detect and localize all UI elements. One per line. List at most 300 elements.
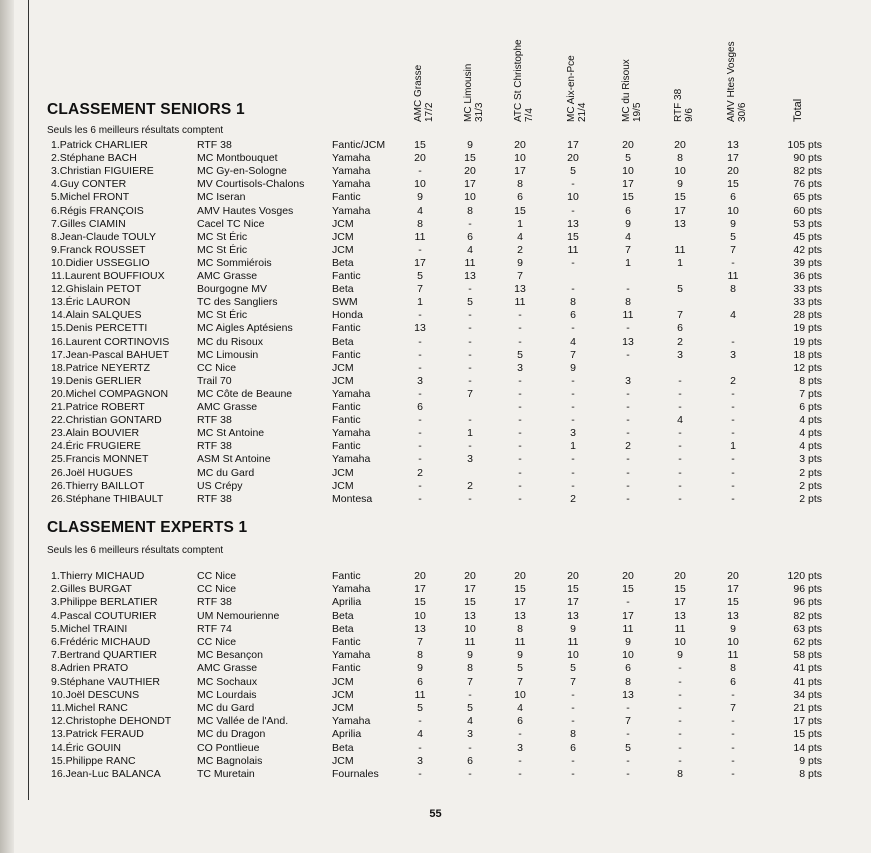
- event-score: 6: [517, 715, 523, 728]
- rider-club: MC Gy-en-Sologne: [197, 165, 287, 178]
- event-score: 9: [417, 662, 423, 675]
- total-points: 18 pts: [793, 348, 822, 361]
- rider-make: Honda: [332, 309, 363, 322]
- rider-make: Yamaha: [332, 204, 371, 217]
- event-score: -: [731, 453, 735, 466]
- rider-club: MC Côte de Beaune: [197, 387, 293, 400]
- rider-name: 8.Adrien PRATO: [51, 662, 129, 675]
- event-score: -: [468, 688, 472, 701]
- total-points: 3 pts: [799, 453, 822, 466]
- event-score: -: [518, 466, 522, 479]
- event-score: 17: [727, 152, 739, 165]
- event-score: -: [518, 414, 522, 427]
- total-points: 8 pts: [799, 374, 822, 387]
- total-points: 53 pts: [793, 217, 822, 230]
- event-score: -: [678, 675, 682, 688]
- event-score: 13: [567, 609, 579, 622]
- event-score: 5: [570, 662, 576, 675]
- event-score: 15: [727, 178, 739, 191]
- total-points: 34 pts: [793, 688, 822, 701]
- event-score: 9: [570, 361, 576, 374]
- event-score: 13: [674, 217, 686, 230]
- event-score: 13: [514, 609, 526, 622]
- event-score: 7: [625, 243, 631, 256]
- rider-club: MV Courtisols-Chalons: [197, 178, 305, 191]
- table-row: [0, 742, 871, 755]
- rider-name: 25.Francis MONNET: [51, 453, 149, 466]
- event-score: -: [731, 335, 735, 348]
- event-score: 8: [677, 768, 683, 780]
- rider-name: 2.Stéphane BACH: [51, 152, 137, 165]
- table-row: [0, 662, 871, 675]
- rider-club: MC Limousin: [197, 348, 259, 361]
- event-score: 20: [567, 570, 579, 582]
- event-score: 17: [622, 178, 634, 191]
- rider-make: Fantic: [332, 270, 361, 282]
- rider-club: CC Nice: [197, 570, 237, 582]
- event-score: -: [731, 715, 735, 728]
- event-score: 7: [730, 243, 736, 256]
- rider-club: MC Iseran: [197, 191, 246, 204]
- rider-make: JCM: [332, 217, 354, 230]
- rider-name: 6.Frédéric MICHAUD: [51, 636, 151, 648]
- rider-club: MC Vallée de l'And.: [197, 715, 289, 728]
- event-score: -: [468, 283, 472, 296]
- event-score: 9: [467, 649, 473, 662]
- event-score: 6: [730, 675, 736, 688]
- total-points: 8 pts: [799, 768, 822, 780]
- event-score: 7: [417, 283, 423, 296]
- event-score: 20: [674, 570, 686, 582]
- event-score: -: [678, 728, 682, 741]
- event-score: -: [468, 322, 472, 335]
- event-score: 15: [414, 139, 426, 151]
- event-score: 4: [625, 230, 631, 243]
- event-score: 8: [467, 662, 473, 675]
- rider-name: 14.Alain SALQUES: [51, 309, 142, 322]
- event-score: -: [626, 322, 630, 335]
- event-score: 13: [414, 322, 426, 335]
- event-score: 20: [622, 139, 634, 151]
- event-score: 6: [677, 322, 683, 335]
- rider-club: MC du Dragon: [197, 728, 266, 741]
- event-score: -: [731, 768, 735, 780]
- event-score: 13: [414, 622, 426, 635]
- event-score: 8: [677, 152, 683, 165]
- rider-club: MC Besançon: [197, 649, 263, 662]
- event-score: 9: [517, 256, 523, 269]
- event-score: 3: [625, 374, 631, 387]
- event-score: -: [468, 217, 472, 230]
- rider-name: 1.Patrick CHARLIER: [51, 139, 148, 151]
- event-score: 17: [727, 583, 739, 596]
- rider-name: 6.Régis FRANÇOIS: [51, 204, 144, 217]
- event-score: -: [468, 414, 472, 427]
- total-points: 82 pts: [793, 165, 822, 178]
- event-score: -: [418, 453, 422, 466]
- total-points: 14 pts: [793, 741, 822, 754]
- event-score: -: [518, 492, 522, 505]
- event-score: 15: [414, 596, 426, 609]
- rider-make: JCM: [332, 374, 354, 387]
- event-score: -: [678, 374, 682, 387]
- event-score: -: [571, 414, 575, 427]
- event-score: 7: [467, 387, 473, 400]
- event-score: -: [731, 256, 735, 269]
- total-points: 9 pts: [799, 754, 822, 767]
- rider-name: 15.Denis PERCETTI: [51, 322, 148, 335]
- event-score: -: [678, 479, 682, 492]
- event-score: 2: [467, 479, 473, 492]
- rider-make: Beta: [332, 741, 354, 754]
- table-row: [0, 336, 871, 349]
- event-score: 20: [727, 570, 739, 582]
- rider-make: Yamaha: [332, 453, 371, 466]
- total-points: 12 pts: [793, 361, 822, 374]
- rider-name: 7.Gilles CIAMIN: [51, 217, 126, 230]
- event-score: 13: [514, 283, 526, 296]
- total-points: 28 pts: [793, 309, 822, 322]
- rider-make: JCM: [332, 754, 354, 767]
- event-score: -: [518, 387, 522, 400]
- event-score: 11: [622, 622, 634, 635]
- rider-name: 10.Joël DESCUNS: [51, 688, 140, 701]
- event-score: 2: [570, 492, 576, 505]
- event-score: -: [418, 243, 422, 256]
- event-score: -: [731, 427, 735, 440]
- event-score: 10: [622, 165, 634, 178]
- event-score: 5: [677, 283, 683, 296]
- rider-club: Cacel TC Nice: [197, 217, 265, 230]
- event-score: -: [418, 479, 422, 492]
- event-score: 10: [464, 191, 476, 204]
- event-score: -: [626, 702, 630, 714]
- event-score: -: [731, 387, 735, 400]
- event-score: -: [468, 741, 472, 754]
- event-score: -: [418, 440, 422, 453]
- event-score: -: [678, 715, 682, 728]
- event-score: -: [468, 768, 472, 780]
- rider-name: 22.Christian GONTARD: [51, 414, 162, 427]
- rider-club: Bourgogne MV: [197, 283, 268, 296]
- event-score: 2: [417, 466, 423, 479]
- rider-make: Yamaha: [332, 427, 371, 440]
- table-row: [0, 755, 871, 768]
- event-score: 5: [625, 741, 631, 754]
- total-points: 41 pts: [793, 662, 822, 675]
- rider-club: AMC Grasse: [197, 401, 258, 413]
- table-row: [0, 467, 871, 480]
- rider-make: Fantic: [332, 636, 361, 648]
- event-score: -: [626, 768, 630, 780]
- event-score: 4: [517, 702, 523, 714]
- rider-club: AMV Hautes Vosges: [197, 204, 294, 217]
- rider-make: Fantic: [332, 662, 361, 675]
- total-points: 105 pts: [787, 139, 822, 151]
- event-score: 7: [677, 309, 683, 322]
- rider-name: 11.Laurent BOUFFIOUX: [51, 270, 165, 282]
- total-points: 4 pts: [799, 427, 822, 440]
- table-row: [0, 414, 871, 427]
- event-score: -: [418, 768, 422, 780]
- event-score: -: [571, 688, 575, 701]
- table-row: [0, 231, 871, 244]
- event-score: 11: [514, 296, 526, 309]
- table-row: [0, 583, 871, 596]
- rider-name: 4.Guy CONTER: [51, 178, 127, 191]
- event-score: 7: [417, 636, 423, 648]
- total-points: 36 pts: [793, 270, 822, 282]
- table-row: [0, 676, 871, 689]
- total-points: 2 pts: [799, 479, 822, 492]
- event-score: 5: [570, 165, 576, 178]
- rider-name: 13.Éric LAURON: [51, 296, 131, 309]
- event-score: -: [626, 427, 630, 440]
- event-score: -: [418, 335, 422, 348]
- rider-make: Beta: [332, 256, 354, 269]
- table-row: [0, 270, 871, 283]
- total-points: 41 pts: [793, 675, 822, 688]
- table-row: [0, 427, 871, 440]
- event-score: 5: [467, 702, 473, 714]
- rider-make: Yamaha: [332, 583, 371, 596]
- event-score: 10: [674, 636, 686, 648]
- event-score: 9: [730, 217, 736, 230]
- event-score: 10: [567, 191, 579, 204]
- rider-make: Beta: [332, 283, 354, 296]
- event-score: -: [418, 309, 422, 322]
- table-row: [0, 401, 871, 414]
- event-score: 20: [567, 152, 579, 165]
- table-row: [0, 596, 871, 609]
- rider-club: CC Nice: [197, 583, 237, 596]
- event-score: 9: [677, 649, 683, 662]
- rider-make: Fantic: [332, 348, 361, 361]
- event-column-header: ATC St Christophe 7/4: [513, 39, 535, 122]
- total-points: 90 pts: [793, 152, 822, 165]
- event-score: 9: [417, 191, 423, 204]
- rider-club: TC des Sangliers: [197, 296, 278, 309]
- event-column-header: MC Aix-en-Pce 21/4: [566, 55, 588, 122]
- table-row: [0, 715, 871, 728]
- event-score: -: [731, 414, 735, 427]
- event-score: -: [518, 479, 522, 492]
- event-score: 15: [567, 583, 579, 596]
- total-points: 33 pts: [793, 296, 822, 309]
- total-points: 19 pts: [793, 335, 822, 348]
- rider-make: Yamaha: [332, 387, 371, 400]
- event-score: 9: [625, 217, 631, 230]
- table-row: [0, 480, 871, 493]
- event-score: -: [678, 741, 682, 754]
- table-row: [0, 349, 871, 362]
- event-score: 4: [517, 230, 523, 243]
- rider-club: MC du Gard: [197, 466, 255, 479]
- rider-make: Beta: [332, 609, 354, 622]
- event-score: 6: [417, 401, 423, 413]
- event-score: -: [418, 348, 422, 361]
- total-column-header: Total: [792, 98, 804, 122]
- event-score: 5: [517, 662, 523, 675]
- event-score: -: [678, 401, 682, 413]
- event-score: -: [518, 728, 522, 741]
- rider-make: Fantic: [332, 401, 361, 413]
- event-score: 2: [625, 440, 631, 453]
- table-row: [0, 440, 871, 453]
- table-row: [0, 610, 871, 623]
- event-score: -: [731, 401, 735, 413]
- event-score: -: [731, 741, 735, 754]
- rider-name: 23.Alain BOUVIER: [51, 427, 140, 440]
- event-score: 15: [674, 191, 686, 204]
- event-score: 6: [467, 230, 473, 243]
- rider-club: TC Muretain: [197, 768, 255, 780]
- event-score: -: [626, 387, 630, 400]
- rider-club: RTF 38: [197, 492, 232, 505]
- rider-name: 16.Laurent CORTINOVIS: [51, 335, 170, 348]
- event-score: -: [626, 479, 630, 492]
- event-score: -: [418, 361, 422, 374]
- event-score: 11: [727, 270, 739, 282]
- rider-name: 14.Éric GOUIN: [51, 741, 122, 754]
- event-score: -: [731, 479, 735, 492]
- event-score: 20: [464, 165, 476, 178]
- event-score: 13: [674, 609, 686, 622]
- event-score: 17: [567, 596, 579, 609]
- event-score: 15: [514, 204, 526, 217]
- table-row: [0, 309, 871, 322]
- event-score: 10: [567, 649, 579, 662]
- table-row: [0, 702, 871, 715]
- event-score: -: [571, 283, 575, 296]
- event-score: 20: [727, 165, 739, 178]
- event-score: 13: [622, 335, 634, 348]
- total-points: 2 pts: [799, 466, 822, 479]
- total-points: 2 pts: [799, 492, 822, 505]
- event-score: 3: [467, 728, 473, 741]
- rider-make: JCM: [332, 466, 354, 479]
- event-score: -: [418, 715, 422, 728]
- event-score: 2: [677, 335, 683, 348]
- event-score: 17: [414, 256, 426, 269]
- rider-name: 11.Michel RANC: [51, 702, 128, 714]
- event-score: -: [571, 479, 575, 492]
- rider-name: 12.Christophe DEHONDT: [51, 715, 172, 728]
- table-row: [0, 453, 871, 466]
- event-score: -: [518, 453, 522, 466]
- event-score: 13: [567, 217, 579, 230]
- event-score: -: [518, 309, 522, 322]
- rider-name: 4.Pascal COUTURIER: [51, 609, 157, 622]
- event-score: 7: [467, 675, 473, 688]
- table-row: [0, 375, 871, 388]
- rider-make: JCM: [332, 479, 354, 492]
- rider-name: 18.Patrice NEYERTZ: [51, 361, 151, 374]
- event-score: -: [468, 440, 472, 453]
- event-score: -: [626, 283, 630, 296]
- total-points: 60 pts: [793, 204, 822, 217]
- total-points: 120 pts: [787, 570, 822, 582]
- rider-club: AMC Grasse: [197, 662, 258, 675]
- event-score: 11: [414, 688, 426, 701]
- rider-make: Fantic: [332, 414, 361, 427]
- rider-club: MC du Risoux: [197, 335, 263, 348]
- event-score: 2: [517, 243, 523, 256]
- event-score: 3: [570, 427, 576, 440]
- event-score: 9: [625, 636, 631, 648]
- rider-name: 9.Franck ROUSSET: [51, 243, 146, 256]
- event-score: -: [678, 427, 682, 440]
- event-score: -: [571, 754, 575, 767]
- event-score: 11: [514, 636, 526, 648]
- rider-make: Yamaha: [332, 178, 371, 191]
- event-score: 1: [570, 440, 576, 453]
- rider-make: Fantic: [332, 570, 361, 582]
- event-score: 7: [517, 270, 523, 282]
- rider-make: JCM: [332, 702, 354, 714]
- rider-club: MC Bagnolais: [197, 754, 263, 767]
- event-score: -: [518, 427, 522, 440]
- event-score: 5: [417, 702, 423, 714]
- experts-title: CLASSEMENT EXPERTS 1: [47, 519, 248, 536]
- event-score: 20: [414, 570, 426, 582]
- event-score: 15: [514, 583, 526, 596]
- rider-name: 13.Patrick FERAUD: [51, 728, 144, 741]
- event-score: 17: [464, 178, 476, 191]
- table-row: [0, 165, 871, 178]
- event-score: 17: [514, 165, 526, 178]
- rider-make: JCM: [332, 688, 354, 701]
- rider-name: 2.Gilles BURGAT: [51, 583, 132, 596]
- total-points: 21 pts: [793, 702, 822, 714]
- rider-club: MC Montbouquet: [197, 152, 278, 165]
- event-score: 15: [567, 230, 579, 243]
- rider-name: 20.Michel COMPAGNON: [51, 387, 169, 400]
- rider-name: 26.Joël HUGUES: [51, 466, 133, 479]
- table-row: [0, 191, 871, 204]
- rider-name: 5.Michel TRAINI: [51, 622, 128, 635]
- rider-club: RTF 38: [197, 139, 232, 151]
- rider-make: JCM: [332, 675, 354, 688]
- rider-make: Yamaha: [332, 649, 371, 662]
- event-score: -: [518, 768, 522, 780]
- event-score: -: [418, 492, 422, 505]
- event-score: 11: [674, 243, 686, 256]
- event-score: 5: [517, 348, 523, 361]
- rider-make: Fournales: [332, 768, 379, 780]
- event-score: 13: [464, 270, 476, 282]
- rider-make: Yamaha: [332, 152, 371, 165]
- event-score: 17: [622, 609, 634, 622]
- event-score: 11: [622, 309, 634, 322]
- total-points: 96 pts: [793, 583, 822, 596]
- event-score: 15: [727, 596, 739, 609]
- event-score: 9: [677, 178, 683, 191]
- event-score: -: [678, 702, 682, 714]
- event-score: -: [468, 309, 472, 322]
- total-points: 65 pts: [793, 191, 822, 204]
- table-row: [0, 362, 871, 375]
- event-score: -: [571, 387, 575, 400]
- event-score: 3: [730, 348, 736, 361]
- rider-make: Fantic: [332, 191, 361, 204]
- event-column-header: AMV Htes Vosges 30/6: [726, 41, 748, 122]
- event-score: -: [678, 440, 682, 453]
- event-score: -: [731, 688, 735, 701]
- event-score: 10: [622, 649, 634, 662]
- event-score: 1: [517, 217, 523, 230]
- rider-make: Fantic/JCM: [332, 139, 386, 151]
